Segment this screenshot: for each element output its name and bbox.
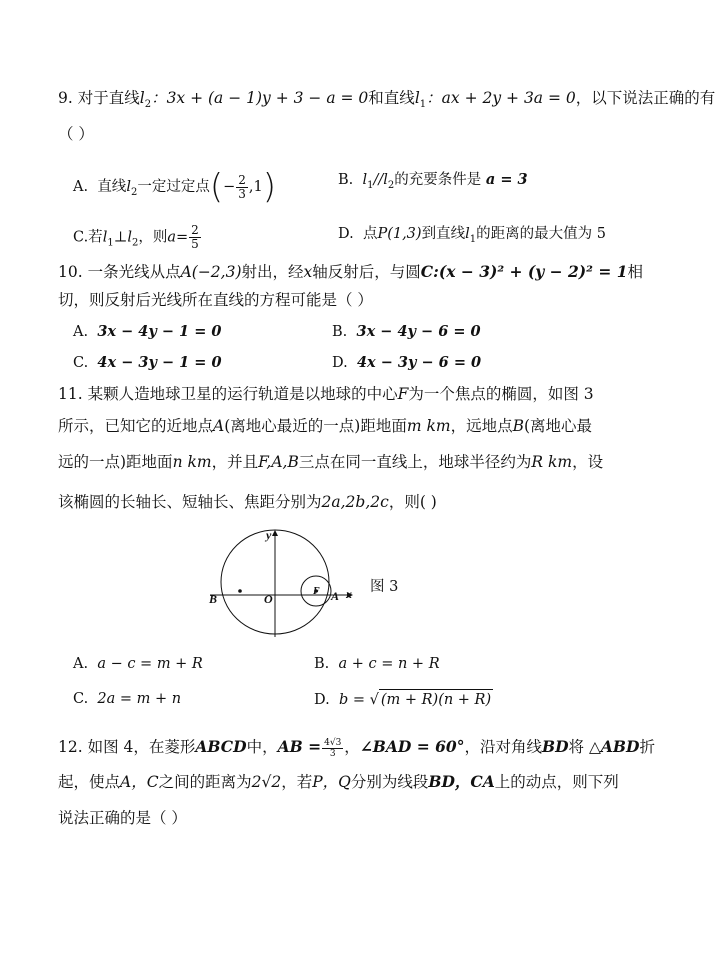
- q12-AB: AB =: [277, 737, 322, 756]
- q10-text-b: 射出，经: [241, 263, 304, 281]
- q11-m: m: [406, 417, 422, 435]
- q9-opt-b-l2sub: 2: [387, 180, 395, 191]
- q12-ABD: ABD: [600, 737, 640, 756]
- q11-text-h: ，并且: [211, 453, 259, 471]
- q9-and: 和直线: [368, 89, 415, 107]
- q11-B: B: [512, 417, 524, 435]
- q9-opt-c-label: C.若: [73, 229, 103, 246]
- q11-FAB: F,A,B: [258, 453, 299, 471]
- q11-opt-c: 2a = m + n: [97, 691, 182, 707]
- q10-text-c: 轴反射后，与圆: [312, 263, 421, 281]
- q11-km1: km: [426, 417, 451, 435]
- q9-opt-a-den: 3: [238, 186, 246, 201]
- q11-n: n: [172, 453, 183, 471]
- q9-opt-b-l1: l: [362, 172, 368, 188]
- q11-text-l: ，则( ): [388, 493, 437, 511]
- q11-option-c: [73, 689, 181, 709]
- q9-opt-d-label: D.: [338, 226, 354, 242]
- q9-opt-d-l1: l: [465, 226, 470, 242]
- q12-PQ: P，Q: [312, 773, 351, 791]
- q11-R: R: [531, 453, 544, 471]
- q9-opt-a-text: 直线: [97, 179, 127, 195]
- q12-text-h: 之间的距离为: [158, 773, 252, 791]
- q12-text-b: 中，: [246, 738, 278, 756]
- q9-opt-c-l1: l: [102, 229, 108, 246]
- q10-text-a: 10. 一条光线从点: [58, 263, 181, 281]
- fig-b-label: B: [209, 592, 218, 606]
- q11-option-d: D. b = √ (m + R)(n + R): [314, 689, 493, 710]
- q9-opt-c-perp: ⊥: [113, 229, 128, 246]
- q11-opt-a: a − c = m + R: [97, 656, 203, 672]
- q12-line3: 说法正确的是（ ）: [58, 809, 187, 827]
- q10-line1: [58, 262, 643, 282]
- q11-line3: [58, 452, 603, 472]
- q11-text-a: 11. 某颗人造地球卫星的运行轨道是以地球的中心: [58, 385, 398, 403]
- q10-option-b: [332, 322, 481, 342]
- q9-l2: l: [139, 89, 145, 107]
- q10-opt-c-label: C.: [73, 355, 89, 371]
- q9-opt-b-eq: a = 3: [485, 171, 528, 188]
- q11-opt-a-label: A.: [73, 656, 89, 672]
- q9-opt-c-l2sub: 2: [131, 237, 139, 249]
- q9-option-b: B. $l_1//l_2$的充要条件是 a = 3: [338, 171, 528, 191]
- q9-opt-a-l: l: [126, 179, 131, 195]
- q9-opt-a-end: ,1: [248, 179, 263, 195]
- q12-BD: BD: [541, 737, 569, 756]
- q11-option-b: [314, 654, 440, 674]
- q11-opt-c-label: C.: [73, 691, 89, 707]
- q9-eq2: ：ax + 2y + 3a = 0: [426, 89, 576, 107]
- q9-opt-a-frac: [236, 174, 248, 201]
- q10-opt-b-label: B.: [332, 324, 348, 340]
- q9-opt-b-l1sub: 1: [367, 180, 374, 191]
- q10-opt-a-label: A.: [73, 324, 89, 340]
- q12-ab-frac: [322, 738, 343, 759]
- q11-km2: km: [187, 453, 212, 471]
- q11-F: F: [397, 385, 409, 403]
- q9-opt-c-den: 5: [191, 237, 199, 251]
- fig-a-label: A: [331, 589, 340, 603]
- fig-caption: 图 3: [370, 579, 399, 595]
- q9-opt-c-mid: ，则: [138, 229, 168, 246]
- q9-opt-c-frac: [189, 224, 201, 251]
- figure-3-ellipse: [200, 525, 440, 640]
- q11-text-b: 为一个焦点的椭圆，如图 3: [408, 385, 594, 403]
- q11-line1: [58, 384, 594, 404]
- q11-line2: [58, 416, 592, 436]
- q12-ABCD: ABCD: [195, 737, 247, 756]
- q11-text-k: 该椭圆的长轴长、短轴长、焦距分别为: [58, 493, 322, 511]
- q12-text-g: 起，使点: [58, 773, 121, 791]
- q12-ab-num: 4√3: [324, 737, 342, 748]
- q11-opt-d-label: D.: [314, 692, 330, 708]
- q9-opt-d-text2: 到直线: [421, 226, 466, 242]
- q9-opt-c-num: 2: [191, 223, 199, 237]
- q12-BDCA: BD，CA: [428, 772, 495, 791]
- q12-ab-den: 3: [329, 748, 336, 759]
- q12-text-d: ，沿对角线: [464, 738, 542, 756]
- q11-option-a: [73, 654, 203, 674]
- q9-opt-a-num: 2: [238, 172, 246, 187]
- q11-opt-d-b: b =: [338, 692, 365, 708]
- q9-eq1: ：3x + (a − 1)y + 3 − a = 0: [151, 89, 369, 107]
- q9-l1-sub: 1: [419, 99, 427, 110]
- q10-opt-a: 3x − 4y − 1 = 0: [97, 323, 222, 340]
- q10-option-d: [332, 353, 481, 373]
- q10-text-d: 相: [627, 263, 644, 281]
- q10-line2: 切，则反射后光线所在直线的方程可能是（ ）: [58, 291, 373, 309]
- q9-line1: [58, 88, 715, 115]
- q9-option-a: A. 直线$l_2$一定过定点(− $\frac{2}{3}$ ,1): [73, 167, 276, 207]
- q12-line2: [58, 772, 619, 792]
- q11-abc: 2a,2b,2c: [321, 493, 389, 511]
- q9-opt-d-text1: 点: [362, 226, 378, 242]
- q11-opt-b-label: B.: [314, 656, 330, 672]
- q9-opt-a-mid: 一定过定点: [137, 179, 210, 195]
- q9-opt-d-point: P(1,3): [377, 226, 422, 242]
- q12-text-c: ，: [344, 738, 360, 756]
- q12-text-e: 将 △: [568, 738, 601, 756]
- point-b-dot: [238, 589, 242, 593]
- ellipse-diagram: [200, 525, 440, 640]
- q10-point-a: A(−2,3): [180, 263, 242, 281]
- q9-opt-d-l1sub: 1: [469, 234, 477, 245]
- q9-opt-b-l2: l: [383, 172, 388, 188]
- q12-dist: 2√2: [251, 773, 282, 791]
- q12-AC: A，C: [120, 773, 159, 791]
- q12-text-k: 上的动点，则下列: [494, 773, 619, 791]
- q12-text-f: 折: [639, 738, 655, 756]
- q9-opt-b-text: 的充要条件是: [394, 172, 482, 188]
- fig-f-label: F: [313, 586, 320, 597]
- q9-l2-sub: 2: [144, 99, 152, 110]
- q9-opt-a-rparen: ): [262, 167, 276, 207]
- q12-text-j: 分别为线段: [350, 773, 429, 791]
- q12-text-a: 12. 如图 4，在菱形: [58, 738, 196, 756]
- q11-A: A: [213, 417, 225, 435]
- q12-angle: ∠BAD = 60°: [359, 737, 465, 756]
- q10-option-a: [73, 322, 221, 342]
- fig-y-label: y: [266, 528, 272, 542]
- q9-l1: l: [414, 89, 420, 107]
- q11-text-d: (离地心最近的一点)距地面: [224, 417, 407, 435]
- q12-text-i: ，若: [281, 773, 313, 791]
- q11-text-c: 所示，已知它的近地点: [58, 417, 214, 435]
- q9-tail: ，以下说法正确的有: [575, 89, 715, 107]
- q10-option-c: [73, 353, 222, 373]
- q9-opt-b-label: B.: [338, 172, 354, 188]
- q12-line1: [58, 737, 655, 759]
- q10-opt-d-label: D.: [332, 355, 348, 371]
- q9-opt-a-label: A.: [73, 179, 89, 195]
- q10-opt-d: 4x − 3y − 6 = 0: [356, 354, 482, 371]
- q11-km3: km: [548, 453, 573, 471]
- q9-opt-c-l1sub: 1: [107, 237, 114, 249]
- q11-text-e: ，远地点: [450, 417, 513, 435]
- q9-opt-c-l2: l: [127, 229, 132, 246]
- q11-line4: [58, 492, 437, 512]
- q10-circle: C:(x − 3)² + (y − 2)² = 1: [420, 262, 628, 281]
- q9-text: 9. 对于直线: [58, 89, 140, 107]
- q11-text-i: 三点在同一直线上，地球半径约为: [298, 453, 532, 471]
- fig-o-label: O: [264, 592, 273, 606]
- q9-paren: （ ）: [58, 125, 94, 143]
- q9-opt-a-sub: 2: [130, 187, 138, 198]
- q10-opt-b: 3x − 4y − 6 = 0: [356, 323, 481, 340]
- fig-x-label: x: [346, 587, 352, 601]
- q9-option-d: [338, 224, 606, 250]
- q10-opt-c: 4x − 3y − 1 = 0: [97, 354, 222, 371]
- q9-opt-d-text3: 的距离的最大值为 5: [476, 226, 606, 242]
- q9-opt-c-a: a=: [167, 229, 189, 246]
- q11-text-f: (离地心最: [523, 417, 593, 435]
- q9-opt-a-lparen: (: [209, 167, 224, 207]
- q11-text-j: ，设: [572, 453, 604, 471]
- q9-option-c: [73, 224, 202, 254]
- q11-opt-d-radicand: (m + R)(n + R): [379, 689, 493, 710]
- q10-x: x: [303, 263, 313, 281]
- q11-opt-b: a + c = n + R: [338, 656, 440, 672]
- q11-text-g: 远的一点)距地面: [58, 453, 173, 471]
